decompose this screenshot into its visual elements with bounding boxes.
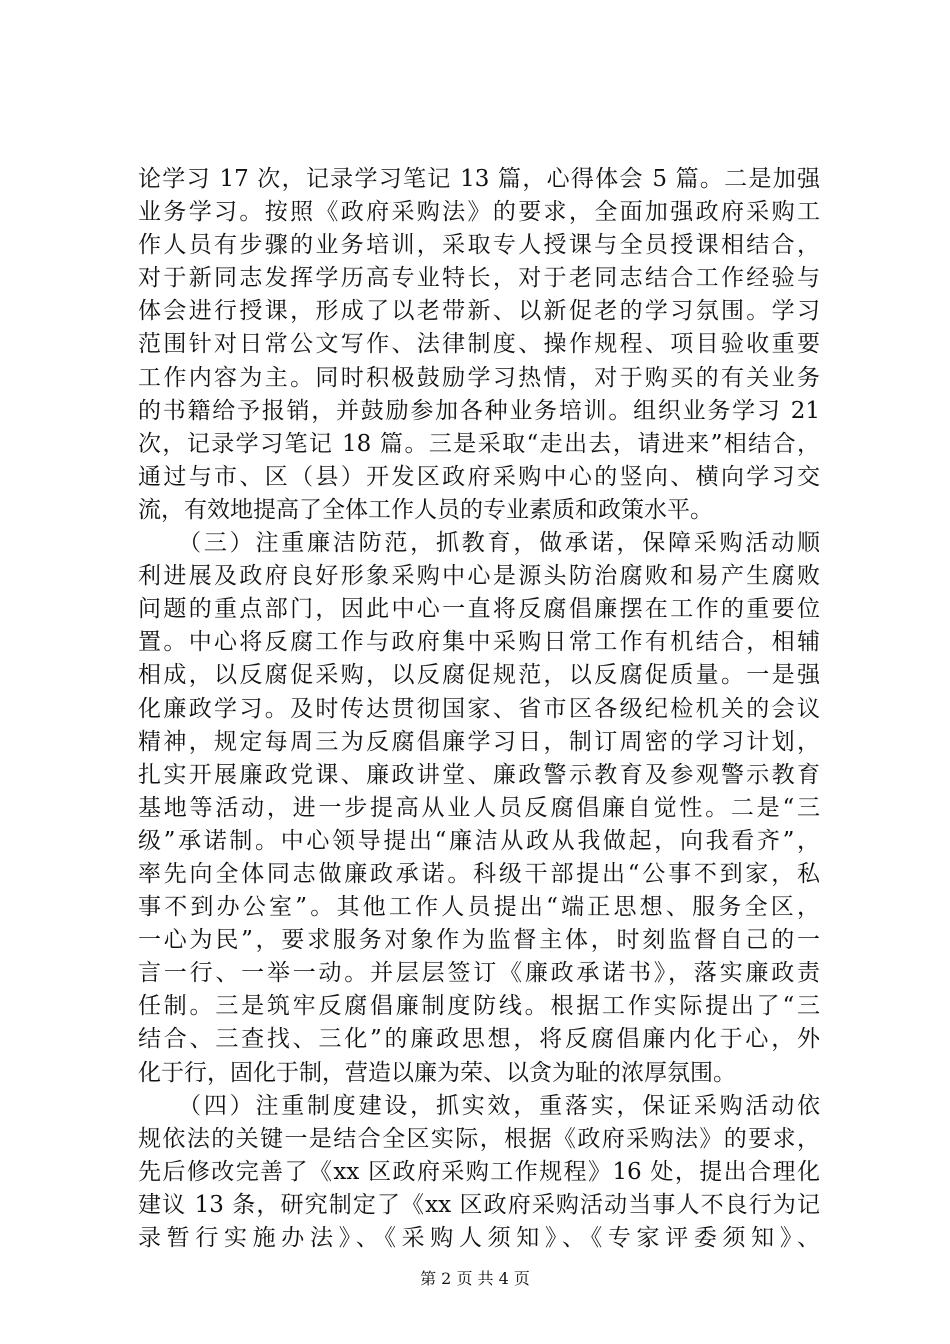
text-line: 先后修改完善了《xx 区政府采购工作规程》16 处，提出合理化 (138, 1158, 820, 1185)
text-line: 规依法的关键一是结合全区实际，根据《政府采购法》的要求， (138, 1125, 820, 1152)
text-line: （三）注重廉洁防范，抓教育，做承诺，保障采购活动顺 (138, 530, 820, 557)
page-footer: 第 2 页 共 4 页 (420, 1269, 530, 1288)
text-line: 置。中心将反腐工作与政府集中采购日常工作有机结合，相辅 (138, 629, 820, 656)
text-line: 流，有效地提高了全体工作人员的专业素质和政策水平。 (138, 496, 713, 523)
text-line: 基地等活动，进一步提高从业人员反腐倡廉自觉性。二是“三 (138, 794, 820, 821)
text-line: 率先向全体同志做廉政承诺。科级干部提出“公事不到家，私 (138, 860, 820, 887)
text-line: 论学习 17 次，记录学习笔记 13 篇，心得体会 5 篇。二是加强 (138, 166, 820, 192)
text-line: 级”承诺制。中心领导提出“廉洁从政从我做起，向我看齐”， (138, 827, 820, 854)
text-line: 范围针对日常公文写作、法律制度、操作规程、项目验收重要 (138, 331, 820, 358)
text-line: 一心为民”，要求服务对象作为监督主体，时刻监督自己的一 (138, 927, 820, 954)
text-line: 工作内容为主。同时积极鼓励学习热情，对于购买的有关业务 (138, 364, 820, 391)
text-line: 结合、三查找、三化”的廉政思想，将反腐倡廉内化于心，外 (138, 1026, 820, 1053)
text-line: 相成，以反腐促采购，以反腐促规范，以反腐促质量。一是强 (138, 662, 820, 689)
text-line: 录暂行实施办法》、《采购人须知》、《专家评委须知》、 (138, 1225, 820, 1251)
text-line: 任制。三是筑牢反腐倡廉制度防线。根据工作实际提出了“三 (138, 993, 820, 1020)
text-line: 业务学习。按照《政府采购法》的要求，全面加强政府采购工 (138, 199, 820, 226)
text-line: 问题的重点部门，因此中心一直将反腐倡廉摆在工作的重要位 (138, 596, 820, 623)
text-line: 扎实开展廉政党课、廉政讲堂、廉政警示教育及参观警示教育 (138, 761, 820, 788)
text-line: （四）注重制度建设，抓实效，重落实，保证采购活动依 (138, 1092, 820, 1119)
text-line: 通过与市、区（县）开发区政府采购中心的竖向、横向学习交 (138, 463, 820, 490)
text-line: 对于新同志发挥学历高专业特长，对于老同志结合工作经验与 (138, 265, 820, 292)
text-line: 作人员有步骤的业务培训，采取专人授课与全员授课相结合， (138, 232, 820, 259)
text-line: 次，记录学习笔记 18 篇。三是采取“走出去，请进来”相结合， (138, 430, 820, 457)
text-line: 的书籍给予报销，并鼓励参加各种业务培训。组织业务学习 21 (138, 397, 820, 424)
text-line: 精神，规定每周三为反腐倡廉学习日，制订周密的学习计划， (138, 728, 820, 755)
text-line: 建议 13 条，研究制定了《xx 区政府采购活动当事人不良行为记 (138, 1191, 820, 1218)
document-body (138, 163, 820, 1255)
text-line: 言一行、一举一动。并层层签订《廉政承诺书》，落实廉政责 (138, 960, 820, 987)
text-line: 化于行，固化于制，营造以廉为荣、以贪为耻的浓厚氛围。 (138, 1059, 736, 1086)
text-line: 事不到办公室”。其他工作人员提出“端正思想、服务全区， (138, 894, 820, 921)
text-line: 体会进行授课，形成了以老带新、以新促老的学习氛围。学习 (138, 298, 820, 325)
text-line: 利进展及政府良好形象采购中心是源头防治腐败和易产生腐败 (138, 563, 820, 590)
text-line: 化廉政学习。及时传达贯彻国家、省市区各级纪检机关的会议 (138, 695, 820, 722)
